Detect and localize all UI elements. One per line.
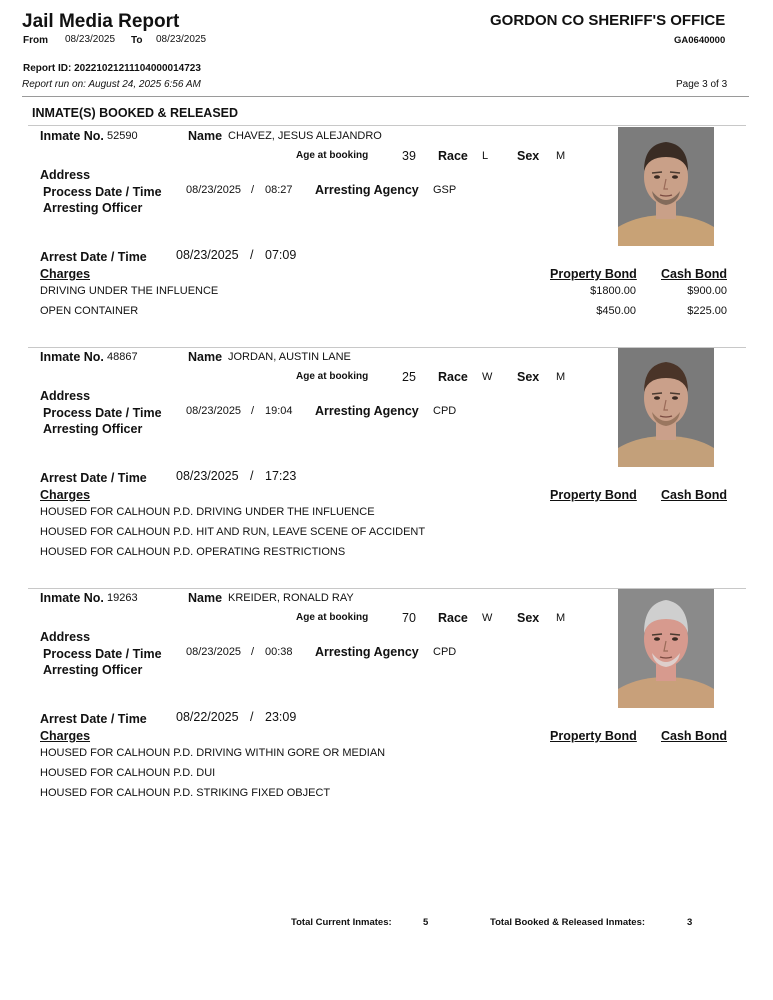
property-bond-label: Property Bond (550, 267, 637, 281)
arresting-officer-label: Arresting Officer (43, 663, 143, 677)
process-date: 08/23/2025 (186, 405, 242, 417)
sex-label: Sex (517, 370, 540, 384)
process-time: 00:38 (265, 646, 293, 658)
charge-description: HOUSED FOR CALHOUN P.D. STRIKING FIXED OBJECT (40, 787, 331, 799)
process-slash: / (251, 184, 255, 196)
arresting-officer-label: Arresting Officer (43, 422, 143, 436)
inmate-photo (618, 348, 714, 467)
total-current-label: Total Current Inmates: (291, 917, 392, 928)
inmate-no-value: 19263 (107, 592, 138, 604)
total-booked-value: 3 (687, 917, 693, 928)
inmate-photo (618, 589, 714, 708)
arrest-date: 08/23/2025 (176, 248, 239, 262)
charge-description: HOUSED FOR CALHOUN P.D. OPERATING RESTRICTIONS (40, 546, 346, 558)
inmate-no-label: Inmate No. (40, 591, 104, 605)
charge-description: HOUSED FOR CALHOUN P.D. DRIVING WITHIN GORE OR MEDIAN (40, 747, 386, 759)
inmate-no-label: Inmate No. (40, 350, 104, 364)
arresting-agency-value: GSP (433, 184, 457, 196)
age-value: 70 (402, 611, 416, 625)
inmate-photo (618, 127, 714, 246)
arrest-label: Arrest Date / Time (40, 712, 147, 726)
page-number: Page 3 of 3 (676, 79, 728, 90)
address-label: Address (40, 389, 91, 403)
age-label: Age at booking (296, 612, 369, 623)
process-date: 08/23/2025 (186, 646, 242, 658)
arresting-agency-value: CPD (433, 646, 457, 658)
arresting-officer-label: Arresting Officer (43, 201, 143, 215)
inmate-no-label: Inmate No. (40, 129, 104, 143)
charge-description: HOUSED FOR CALHOUN P.D. DUI (40, 767, 216, 779)
arresting-agency-label: Arresting Agency (315, 645, 419, 659)
charge-description: HOUSED FOR CALHOUN P.D. HIT AND RUN, LEAVE SCENE OF ACCIDENT (40, 526, 426, 538)
charge-description: HOUSED FOR CALHOUN P.D. DRIVING UNDER THE INFLUENCE (40, 506, 375, 518)
cash-bond-label: Cash Bond (661, 729, 727, 743)
arresting-agency-value: CPD (433, 405, 457, 417)
name-value: KREIDER, RONALD RAY (228, 592, 354, 604)
race-value: W (482, 612, 493, 624)
arrest-time: 17:23 (265, 469, 297, 483)
cash-bond-value: $900.00 (687, 285, 727, 297)
report-run-on: Report run on: August 24, 2025 6:56 AM (22, 79, 201, 90)
arresting-agency-label: Arresting Agency (315, 404, 419, 418)
charge-description: OPEN CONTAINER (40, 305, 139, 317)
process-slash: / (251, 405, 255, 417)
sex-label: Sex (517, 611, 540, 625)
race-label: Race (438, 611, 468, 625)
cash-bond-label: Cash Bond (661, 267, 727, 281)
race-value: W (482, 371, 493, 383)
total-current-value: 5 (423, 917, 429, 928)
sex-label: Sex (517, 149, 540, 163)
age-label: Age at booking (296, 371, 369, 382)
from-label: From (23, 35, 48, 46)
property-bond-label: Property Bond (550, 729, 637, 743)
arrest-label: Arrest Date / Time (40, 471, 147, 485)
name-label: Name (188, 591, 223, 605)
age-label: Age at booking (296, 150, 369, 161)
age-value: 39 (402, 149, 416, 163)
arrest-label: Arrest Date / Time (40, 250, 147, 264)
sex-value: M (556, 150, 566, 162)
arrest-slash: / (250, 469, 254, 483)
name-value: JORDAN, AUSTIN LANE (228, 351, 351, 363)
arresting-agency-label: Arresting Agency (315, 183, 419, 197)
race-label: Race (438, 149, 468, 163)
property-bond-value: $1800.00 (590, 285, 636, 297)
total-booked-label: Total Booked & Released Inmates: (490, 917, 646, 928)
report-id: Report ID: 20221021211104000014723 (23, 63, 201, 74)
process-label: Process Date / Time (43, 647, 162, 661)
charges-label: Charges (40, 729, 91, 743)
charges-label: Charges (40, 267, 91, 281)
name-label: Name (188, 350, 223, 364)
inmate-no-value: 52590 (107, 130, 138, 142)
agency-name: GORDON CO SHERIFF'S OFFICE (490, 12, 726, 29)
process-time: 08:27 (265, 184, 293, 196)
name-value: CHAVEZ, JESUS ALEJANDRO (228, 130, 382, 142)
to-label: To (131, 35, 143, 46)
arrest-slash: / (250, 710, 254, 724)
process-date: 08/23/2025 (186, 184, 242, 196)
charge-description: DRIVING UNDER THE INFLUENCE (40, 285, 219, 297)
report-title: Jail Media Report (22, 11, 180, 32)
cash-bond-value: $225.00 (687, 305, 727, 317)
sex-value: M (556, 612, 566, 624)
section-divider (28, 125, 746, 126)
charges-label: Charges (40, 488, 91, 502)
sex-value: M (556, 371, 566, 383)
section-title: INMATE(S) BOOKED & RELEASED (32, 106, 239, 120)
property-bond-label: Property Bond (550, 488, 637, 502)
header-divider (22, 96, 749, 97)
property-bond-value: $450.00 (596, 305, 636, 317)
arrest-time: 23:09 (265, 710, 297, 724)
from-date: 08/23/2025 (65, 34, 116, 45)
arrest-date: 08/22/2025 (176, 710, 239, 724)
race-label: Race (438, 370, 468, 384)
process-label: Process Date / Time (43, 185, 162, 199)
arrest-date: 08/23/2025 (176, 469, 239, 483)
process-label: Process Date / Time (43, 406, 162, 420)
to-date: 08/23/2025 (156, 34, 207, 45)
arrest-slash: / (250, 248, 254, 262)
ori-code: GA0640000 (674, 35, 726, 46)
address-label: Address (40, 168, 91, 182)
address-label: Address (40, 630, 91, 644)
process-time: 19:04 (265, 405, 293, 417)
arrest-time: 07:09 (265, 248, 297, 262)
name-label: Name (188, 129, 223, 143)
cash-bond-label: Cash Bond (661, 488, 727, 502)
race-value: L (482, 150, 489, 162)
inmate-no-value: 48867 (107, 351, 138, 363)
process-slash: / (251, 646, 255, 658)
age-value: 25 (402, 370, 416, 384)
